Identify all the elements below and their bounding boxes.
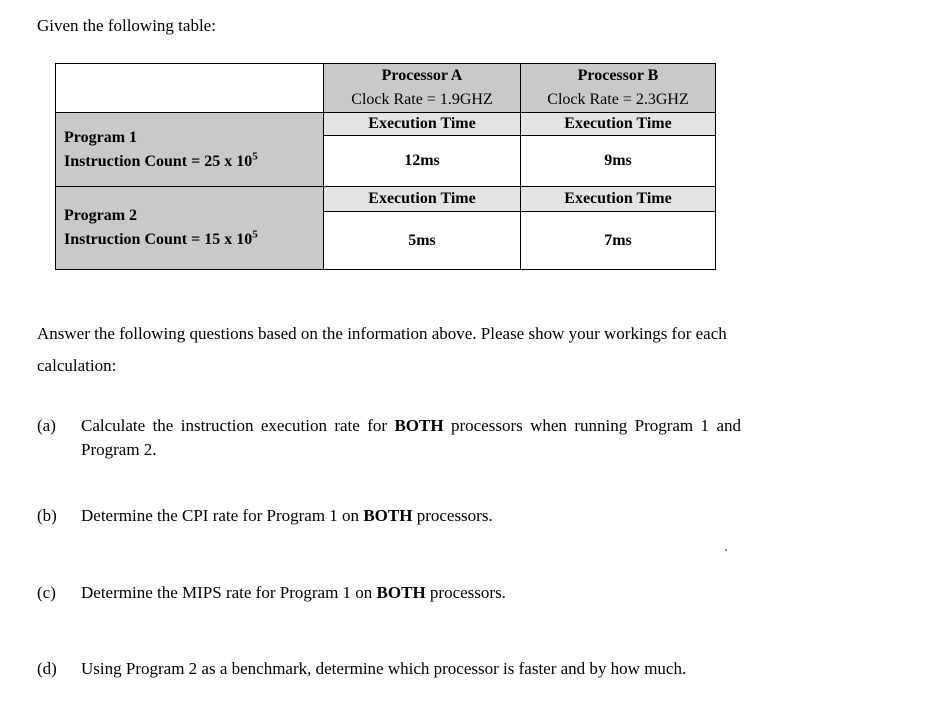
stray-dot — [725, 549, 727, 551]
intro-text: Given the following table: — [37, 16, 216, 35]
program-1-count — [64, 150, 323, 174]
program-1-count-base: Instruction Count = 25 x 10 — [64, 152, 253, 170]
question-b-emphasis: BOTH — [363, 506, 413, 525]
question-a-emphasis: BOTH — [394, 416, 444, 435]
processor-b-program-1-time: 9ms — [521, 136, 716, 187]
processor-a-program-1-time: 12ms — [324, 136, 521, 187]
question-c-emphasis: BOTH — [376, 583, 426, 602]
question-c-text-start: Determine the MIPS rate for Program 1 on — [81, 583, 377, 602]
question-b — [37, 504, 737, 530]
question-b-text-end: processors. — [412, 506, 493, 525]
table-header-row — [56, 64, 716, 113]
question-b-text — [81, 504, 741, 528]
program-2-count-base: Instruction Count = 15 x 10 — [64, 231, 253, 248]
processor-b-name: Processor B — [577, 67, 659, 84]
question-a-text — [81, 414, 741, 462]
processor-table — [55, 63, 716, 270]
question-b-text-start: Determine the CPI rate for Program 1 on — [81, 506, 364, 525]
question-d — [37, 657, 757, 683]
processor-b-exec-label-1: Execution Time — [521, 113, 716, 136]
question-a-text-start: Calculate the instruction execution rate for — [81, 416, 395, 435]
processor-b-clock: Clock Rate = 2.3GHZ — [547, 91, 689, 108]
processor-a-clock: Clock Rate = 1.9GHZ — [351, 91, 493, 108]
program-1-count-exponent: 5 — [252, 150, 258, 163]
question-c-label: (c) — [37, 583, 56, 602]
program-2-name: Program 2 — [64, 207, 138, 224]
processor-a-name: Processor A — [381, 67, 463, 84]
question-b-label: (b) — [37, 506, 57, 525]
program-1-name: Program 1 — [64, 128, 138, 146]
processor-b-exec-label-2: Execution Time — [521, 187, 716, 212]
question-d-text: Using Program 2 as a benchmark, determine which processor is faster and by how much. — [81, 659, 687, 678]
processor-a-program-2-time: 5ms — [324, 212, 521, 270]
question-c-text-end: processors. — [425, 583, 506, 602]
question-a-text-end: processors when running Program 1 and Program 2. — [81, 416, 741, 459]
table-row — [56, 113, 716, 136]
processor-a-header — [324, 64, 521, 113]
table-row — [56, 187, 716, 212]
instructions-paragraph: Answer the following questions based on the information above. Please show your workings for each calculation: — [37, 324, 727, 375]
processor-b-program-2-time: 7ms — [521, 212, 716, 270]
processor-a-exec-label-2: Execution Time — [324, 187, 521, 212]
question-c — [37, 581, 737, 607]
processor-a-exec-label-1: Execution Time — [324, 113, 521, 136]
question-a-label: (a) — [37, 416, 56, 435]
processor-b-header — [521, 64, 716, 113]
table-corner-cell — [56, 64, 324, 113]
question-d-label: (d) — [37, 659, 57, 678]
program-2-count-exponent: 5 — [252, 228, 258, 241]
program-2-cell — [56, 187, 324, 270]
program-1-cell — [56, 113, 324, 187]
question-a — [37, 414, 741, 464]
program-2-count — [64, 228, 323, 252]
question-c-text — [81, 581, 741, 605]
